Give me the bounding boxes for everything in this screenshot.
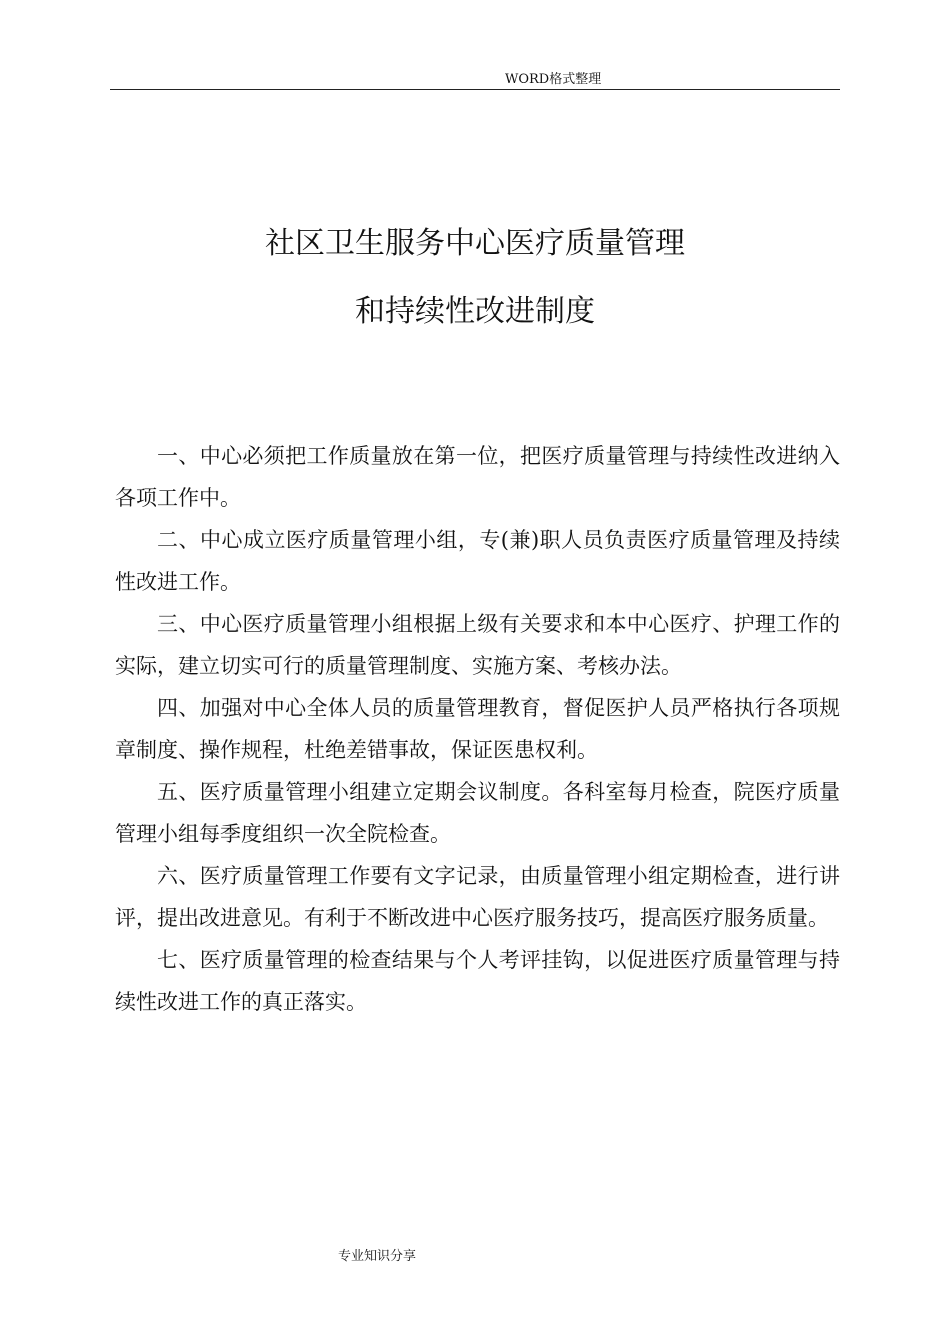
header-rule: [110, 89, 840, 90]
document-title-line-2: 和持续性改进制度: [355, 294, 595, 329]
page-footer: 专业知识分享: [338, 1249, 417, 1264]
paragraph-5: 五、医疗质量管理小组建立定期会议制度。各科室每月检查，院医疗质量管理小组每季度组织一次全院检查。: [115, 780, 840, 846]
document-body: [115, 435, 840, 1023]
paragraph-6: 六、医疗质量管理工作要有文字记录，由质量管理小组定期检查，进行讲评，提出改进意见。有利于不断改进中心医疗服务技巧，提高医疗服务质量。: [115, 864, 840, 930]
paragraph-7: 七、医疗质量管理的检查结果与个人考评挂钩，以促进医疗质量管理与持续性改进工作的真正落实。: [115, 948, 840, 1014]
paragraph-2: 二、中心成立医疗质量管理小组，专(兼)职人员负责医疗质量管理及持续性改进工作。: [115, 528, 840, 594]
page-header: WORD格式整理: [505, 72, 602, 87]
paragraph-3: 三、中心医疗质量管理小组根据上级有关要求和本中心医疗、护理工作的实际，建立切实可行的质量管理制度、实施方案、考核办法。: [115, 612, 840, 678]
paragraph-4: 四、加强对中心全体人员的质量管理教育，督促医护人员严格执行各项规章制度、操作规程，杜绝差错事故，保证医患权利。: [115, 696, 840, 762]
paragraph-1: 一、中心必须把工作质量放在第一位，把医疗质量管理与持续性改进纳入各项工作中。: [115, 444, 840, 510]
document-title-line-1: 社区卫生服务中心医疗质量管理: [265, 226, 685, 261]
